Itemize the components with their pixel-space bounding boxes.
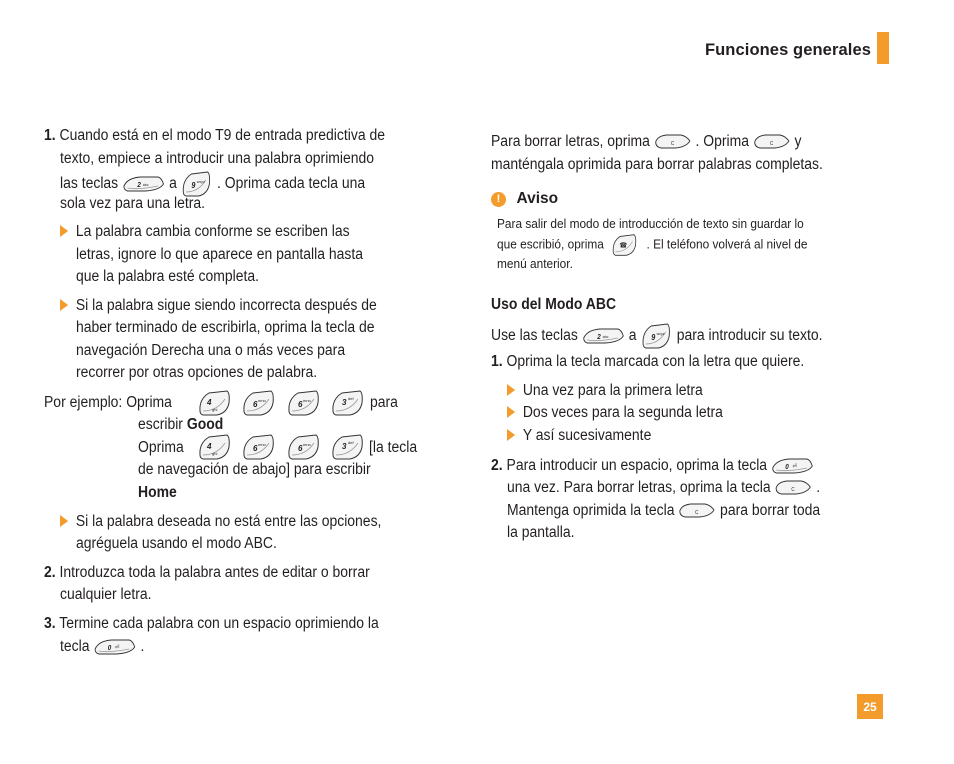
text: para borrar toda: [720, 502, 821, 519]
svg-text:C: C: [791, 488, 795, 494]
text: Si la palabra sigue siendo incorrecta después de: [75, 297, 377, 314]
text: . Oprima: [695, 133, 749, 150]
example-nav: de navegación de abajo] para escribir: [138, 461, 371, 478]
text: Para borrar letras, oprima: [491, 133, 650, 150]
svg-text:ghi: ghi: [212, 407, 218, 412]
clear-key-icon: [678, 502, 716, 519]
abc-section-title: Uso del Modo ABC: [491, 296, 617, 313]
svg-text:wxyz: wxyz: [196, 179, 205, 185]
example-para: para: [370, 394, 398, 411]
text: .: [816, 479, 821, 496]
text: y: [794, 133, 802, 150]
key-3-icon: [330, 433, 366, 461]
text: una vez. Para borrar letras, oprima la tecla: [507, 479, 771, 496]
bullet-arrow-icon: [507, 406, 515, 418]
bullet-2-line-3: navegación Derecha una o más veces para: [76, 342, 346, 359]
step-number: 3.: [44, 615, 56, 632]
svg-text:abc: abc: [142, 182, 149, 188]
key-6-icon: [286, 389, 322, 417]
example-keys-good: [197, 389, 366, 417]
clear-key-icon: [775, 479, 813, 496]
svg-text:9: 9: [191, 180, 196, 191]
svg-text:0: 0: [107, 644, 112, 653]
aviso-line-1: Para salir del modo de introducción de texto sin guardar lo: [497, 216, 804, 231]
abc-step-1: [491, 351, 804, 374]
svg-text:mno: mno: [302, 442, 311, 447]
step-1-line-4: sola vez para una letra.: [60, 195, 206, 212]
example-oprima: Oprima: [138, 439, 184, 456]
step-3-line-1: [44, 613, 379, 636]
svg-text:C: C: [670, 142, 675, 148]
bullet-3-line-1: [60, 511, 381, 534]
svg-text:4: 4: [207, 442, 212, 451]
key-3-icon: [330, 389, 366, 417]
step-1-line-1: [44, 125, 385, 148]
svg-text:6: 6: [253, 444, 258, 453]
text: escribir: [138, 416, 183, 433]
example-word-home: Home: [138, 484, 177, 501]
text: .: [140, 638, 145, 655]
key-0-space-icon: [93, 638, 136, 656]
key-6-icon: [241, 433, 277, 461]
example-keys-home: [197, 433, 366, 461]
key-9-icon: [640, 322, 672, 350]
bullet-1-line-1: [60, 221, 350, 244]
text: Use las teclas: [491, 327, 578, 345]
step-number: 2.: [44, 564, 56, 581]
text: . Oprima cada tecla una: [217, 175, 366, 193]
text: tecla: [60, 638, 90, 655]
svg-text:⏎: ⏎: [792, 463, 798, 471]
svg-text:def: def: [348, 396, 354, 401]
bullet-arrow-icon: [60, 225, 68, 237]
abc-bullet-3: [507, 425, 651, 448]
text: para introducir su texto.: [676, 327, 823, 345]
key-0-space-icon: [771, 457, 814, 475]
abc-step-2-line-2: [507, 477, 820, 500]
svg-text:mno: mno: [258, 398, 267, 403]
step-number: 1.: [491, 353, 503, 370]
example-label: Por ejemplo: Oprima: [44, 394, 172, 411]
page-number: 25: [857, 694, 883, 719]
abc-step-2-line-1: [491, 455, 814, 478]
text: las teclas: [60, 175, 119, 193]
bullet-arrow-icon: [507, 384, 515, 396]
step-3-line-2: [60, 636, 144, 659]
text: Termine cada palabra con un espacio oprimiendo la: [59, 615, 379, 632]
svg-text:0: 0: [785, 463, 789, 472]
text: Una vez para la primera letra: [522, 382, 703, 399]
svg-text:ghi: ghi: [212, 451, 218, 456]
bullet-1-line-3: que la palabra esté completa.: [76, 268, 260, 285]
text: La palabra cambia conforme se escriben las: [75, 223, 350, 240]
svg-text:C: C: [695, 511, 699, 517]
svg-text:3: 3: [342, 442, 347, 451]
step-1-line-2: texto, empiece a introducir una palabra oprimiendo: [60, 150, 375, 167]
example-word-good: Good: [186, 416, 224, 433]
text: Si la palabra deseada no está entre las opciones,: [75, 513, 382, 530]
bullet-arrow-icon: [507, 429, 515, 441]
text: a: [628, 327, 637, 345]
svg-text:3: 3: [342, 398, 347, 407]
warning-icon: !: [491, 192, 506, 207]
svg-text:C: C: [769, 142, 774, 148]
svg-text:4: 4: [207, 398, 212, 407]
aviso-title: Aviso: [516, 190, 559, 207]
step-number: 1.: [44, 127, 56, 144]
text: Introduzca toda la palabra antes de editar o borrar: [59, 564, 370, 581]
abc-bullet-2: [507, 402, 723, 425]
bullet-3-line-2: agréguela usando el modo ABC.: [76, 535, 277, 552]
text: Mantenga oprimida la tecla: [507, 502, 675, 519]
text: Para introducir un espacio, oprima la tecla: [506, 457, 768, 474]
bullet-2-line-2: haber terminado de escribirla, oprima la tecla de: [76, 319, 375, 336]
svg-text:def: def: [348, 440, 354, 445]
aviso-heading: [491, 190, 558, 208]
aviso-line-3: menú anterior.: [497, 256, 573, 271]
svg-text:9: 9: [651, 332, 656, 343]
text: Dos veces para la segunda letra: [522, 404, 723, 421]
svg-text:6: 6: [253, 400, 258, 409]
end-key-icon: [607, 233, 643, 257]
step-number: 2.: [491, 457, 503, 474]
abc-step-2-line-3: [507, 500, 820, 523]
bullet-arrow-icon: [60, 299, 68, 311]
key-2-icon: [582, 327, 625, 345]
abc-step-2-line-4: la pantalla.: [507, 524, 575, 541]
key-6-icon: [286, 433, 322, 461]
text: a: [169, 175, 177, 193]
text: Y así sucesivamente: [522, 427, 652, 444]
svg-text:mno: mno: [302, 398, 311, 403]
text: que escribió, oprima: [497, 236, 604, 252]
abc-bullet-1: [507, 380, 703, 403]
text: Cuando está en el modo T9 de entrada predictiva de: [59, 127, 385, 144]
key-4-icon: [197, 389, 233, 417]
svg-text:2: 2: [597, 333, 601, 342]
erase-line-1: [491, 131, 802, 154]
svg-text:6: 6: [297, 400, 303, 409]
svg-text:wxyz: wxyz: [656, 331, 665, 337]
bullet-1-line-2: letras, ignore lo que aparece en pantalla hasta: [76, 246, 363, 263]
svg-text:mno: mno: [258, 442, 267, 447]
step-2-line-2: cualquier letra.: [60, 586, 152, 603]
clear-key-icon: [753, 133, 791, 150]
step-2-line-1: [44, 562, 370, 585]
text: Oprima la tecla marcada con la letra que quiere.: [506, 353, 805, 370]
bullet-2-line-4: recorrer por otras opciones de palabra.: [76, 364, 318, 381]
abc-intro-line: [491, 322, 823, 350]
text: . El teléfono volverá al nivel de: [646, 236, 808, 252]
header-accent-bar: [877, 32, 889, 64]
key-4-icon: [197, 433, 233, 461]
svg-text:abc: abc: [602, 334, 609, 340]
key-6-icon: [241, 389, 277, 417]
example-latecla: [la tecla: [369, 439, 418, 456]
svg-text:2: 2: [137, 181, 141, 190]
page-header-title: Funciones generales: [704, 41, 871, 59]
svg-text:⏎: ⏎: [114, 644, 120, 652]
erase-line-2: manténgala oprimida para borrar palabras completas.: [491, 156, 823, 173]
key-2-icon: [122, 175, 165, 193]
bullet-2-line-1: [60, 295, 377, 318]
svg-text:6: 6: [297, 444, 303, 453]
clear-key-icon: [654, 133, 692, 150]
svg-text:☎: ☎: [619, 242, 628, 250]
bullet-arrow-icon: [60, 515, 68, 527]
